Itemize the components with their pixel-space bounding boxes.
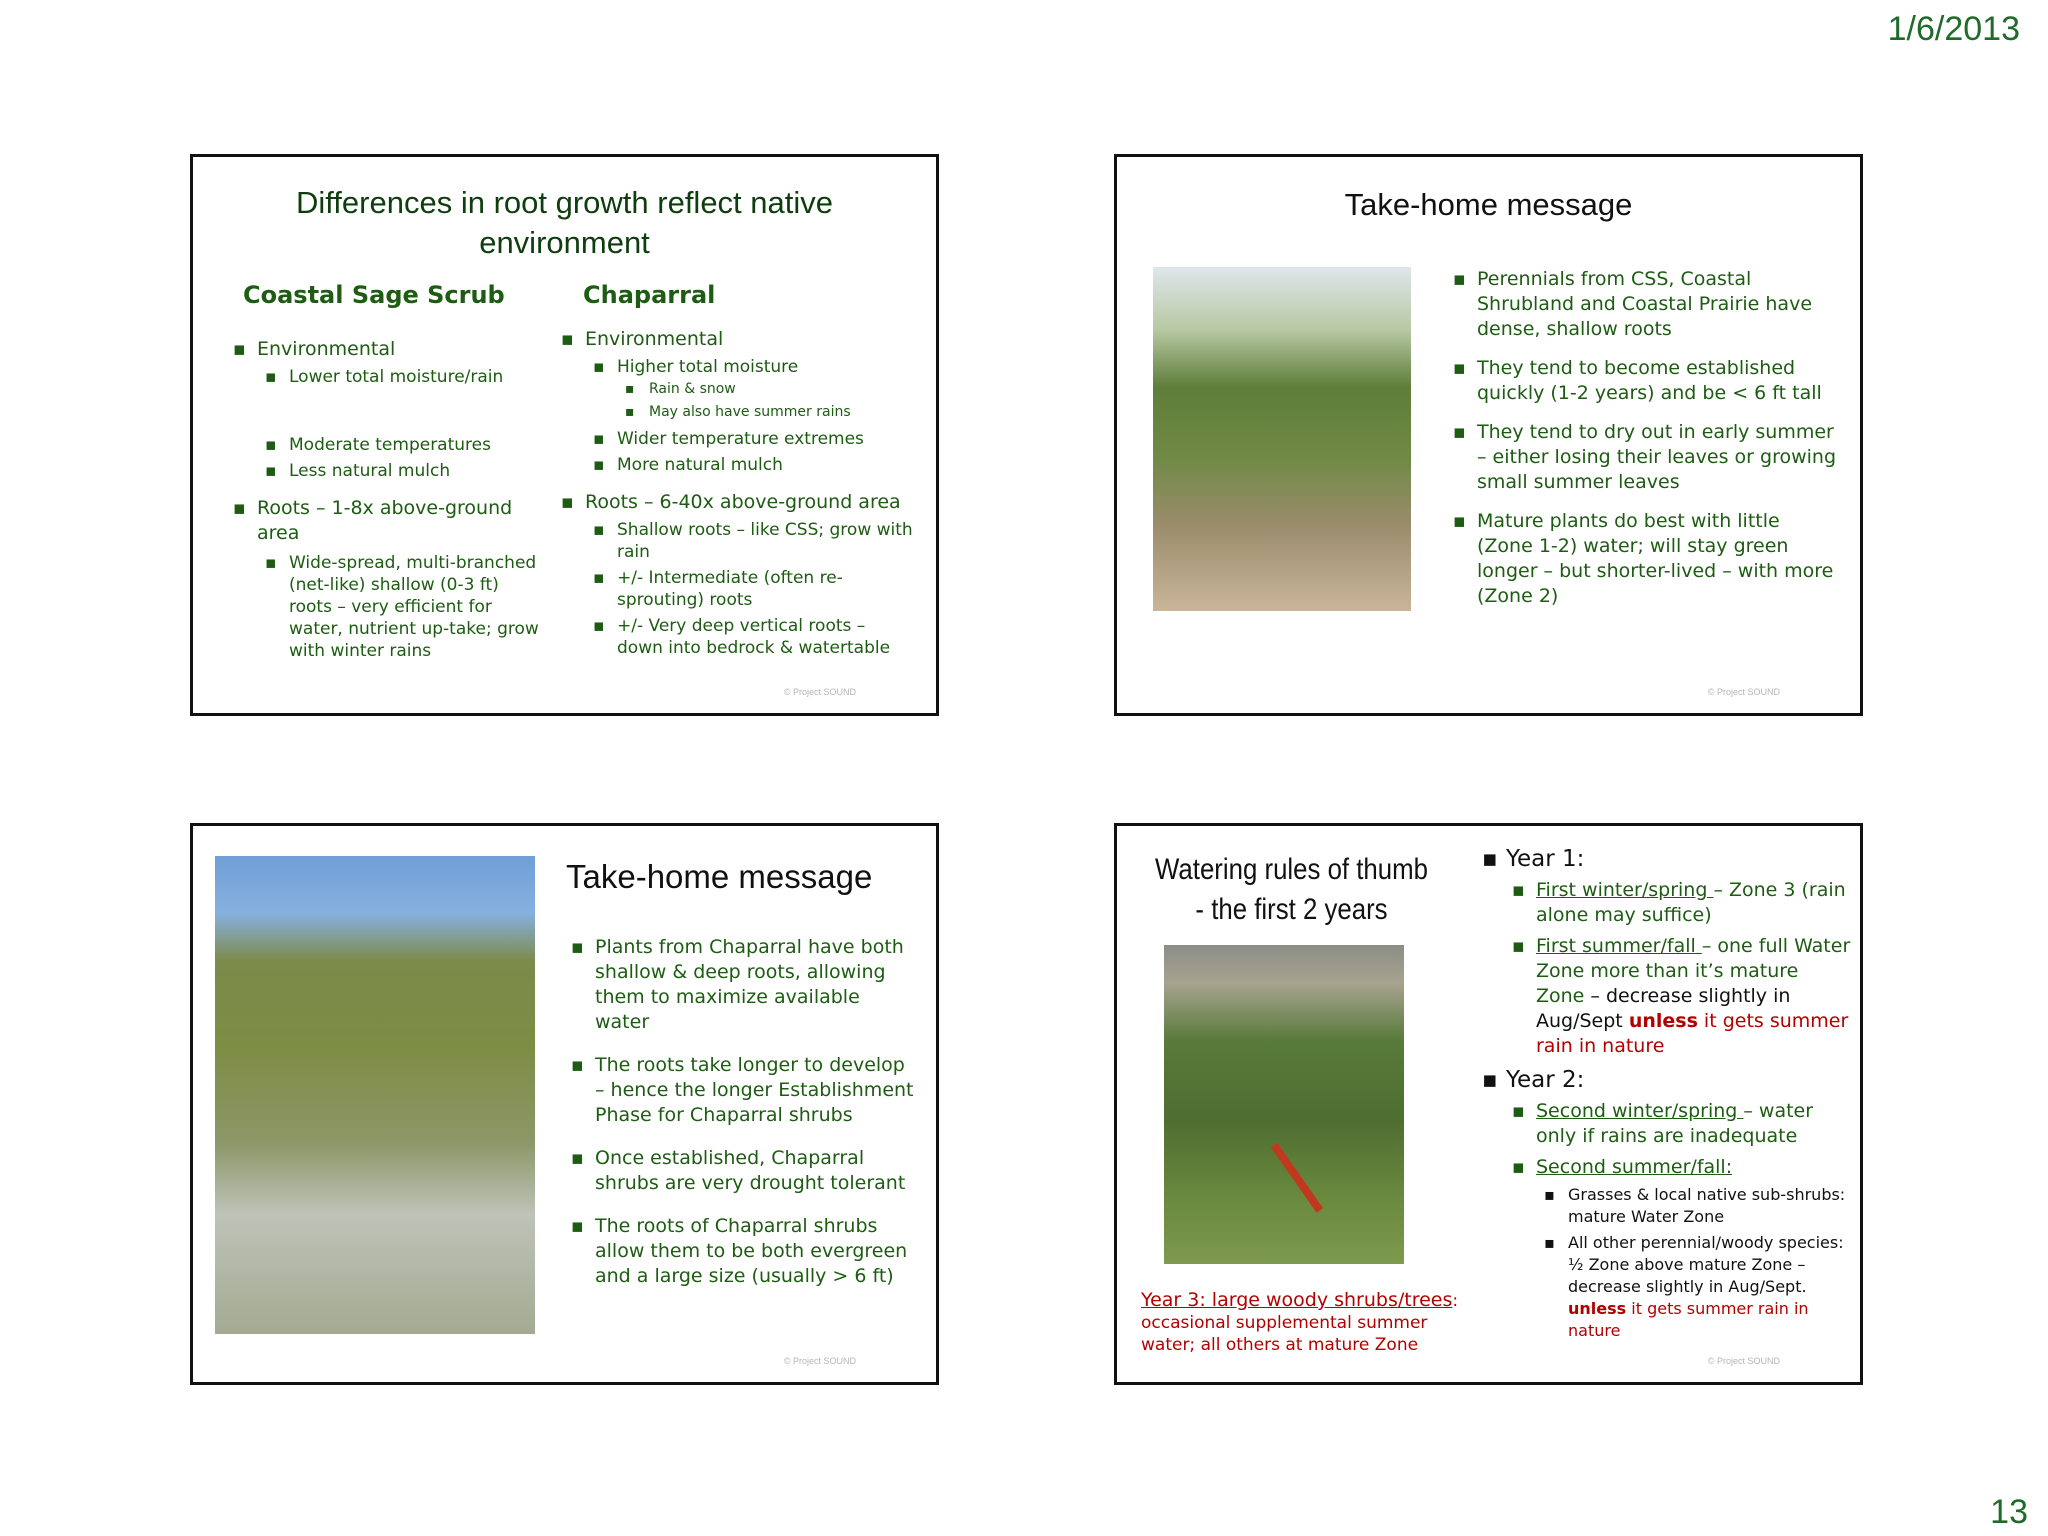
slide-watering-rules bbox=[1114, 823, 1863, 1385]
year2-item bbox=[1506, 1067, 1852, 1342]
year1-heading: Year 1: bbox=[1506, 846, 1585, 872]
list-item: ▪ They tend to dry out in early summer – either losing their leaves or growing small summer leaves bbox=[1477, 420, 1837, 495]
slide-title: Take-home message bbox=[566, 858, 873, 895]
bullet-text: Second summer/fall: bbox=[1536, 1156, 1733, 1178]
bullet-text: – water only if rains are inadequate bbox=[1536, 1100, 1814, 1147]
coastal-sage-column bbox=[257, 337, 547, 662]
bullet-text: – one full Water Zone more than it’s mature Zone bbox=[1536, 935, 1851, 1007]
garden-hose-photo bbox=[1164, 945, 1404, 1264]
list-item bbox=[1536, 1155, 1852, 1342]
slide-footer: © Project SOUND bbox=[783, 687, 856, 697]
list-item bbox=[1536, 934, 1852, 1059]
slide-take-home-chaparral bbox=[190, 823, 939, 1385]
page-number: 13 bbox=[1990, 1493, 2028, 1531]
list-item: ▪ Rain & snow bbox=[649, 378, 915, 401]
list-item: ▪ Wider temperature extremes bbox=[617, 428, 915, 450]
list-item: ▪ +/- Very deep vertical roots – down into bedrock & watertable bbox=[617, 615, 915, 659]
bullet-text: Higher total moisture bbox=[617, 357, 799, 377]
chaparral-hillside-photo bbox=[215, 856, 535, 1334]
list-item: ▪ The roots of Chaparral shrubs allow them to be both evergreen and a large size (usually > 6 ft) bbox=[595, 1214, 915, 1289]
emphasis-text: unless bbox=[1568, 1299, 1627, 1318]
bullet-text: All other perennial/woody species: ½ Zone above mature Zone – decrease slightly in Aug/Sept. bbox=[1568, 1233, 1844, 1296]
list-item: ▪ Mature plants do best with little (Zone 1-2) water; will stay green longer – but shorter-lived – with more (Zone 2) bbox=[1477, 509, 1837, 609]
year1-item bbox=[1506, 846, 1852, 1059]
shrub-photo bbox=[1153, 267, 1411, 611]
bullet-list bbox=[595, 935, 915, 1307]
bullet-text: it gets summer rain in nature bbox=[1536, 1010, 1849, 1057]
list-item: ▪ More natural mulch bbox=[617, 454, 915, 476]
page-date: 1/6/2013 bbox=[1887, 10, 2020, 48]
heading-chaparral: Chaparral bbox=[583, 281, 716, 309]
slide-footer: © Project SOUND bbox=[1707, 687, 1780, 697]
slide-title: Watering rules of thumb - the first 2 years bbox=[1155, 853, 1428, 926]
list-item bbox=[585, 490, 915, 659]
bullet-text: Roots – 6-40x above-ground area bbox=[585, 491, 901, 513]
list-item: ▪ Moderate temperatures bbox=[289, 434, 547, 456]
list-item: ▪ Perennials from CSS, Coastal Shrubland and Coastal Prairie have dense, shallow roots bbox=[1477, 267, 1837, 342]
heading-coastal-sage-scrub: Coastal Sage Scrub bbox=[243, 281, 505, 309]
list-item: ▪ Grasses & local native sub-shrubs: mature Water Zone bbox=[1568, 1184, 1852, 1228]
watering-schedule bbox=[1482, 846, 1852, 1342]
list-item bbox=[257, 496, 547, 662]
year3-text: : occasional supplemental summer water; all others at mature Zone bbox=[1141, 1291, 1459, 1355]
list-item: ▪ Once established, Chaparral shrubs are very drought tolerant bbox=[595, 1146, 915, 1196]
list-item: ▪ +/- Intermediate (often re-sprouting) roots bbox=[617, 567, 915, 611]
year2-heading: Year 2: bbox=[1506, 1067, 1585, 1093]
bullet-text: First summer/fall bbox=[1536, 935, 1702, 957]
slide-footer: © Project SOUND bbox=[1707, 1356, 1780, 1366]
list-item bbox=[1568, 1232, 1852, 1342]
slide-footer: © Project SOUND bbox=[783, 1356, 856, 1366]
list-item: ▪ Less natural mulch bbox=[289, 460, 547, 482]
slide-take-home-css bbox=[1114, 154, 1863, 716]
bullet-text: Roots – 1-8x above-ground area bbox=[257, 497, 513, 544]
list-item bbox=[1536, 878, 1852, 928]
year3-heading: Year 3: large woody shrubs/trees bbox=[1141, 1289, 1453, 1311]
bullet-text: Environmental bbox=[257, 338, 396, 360]
chaparral-column bbox=[585, 327, 915, 659]
bullet-text: Environmental bbox=[585, 328, 724, 350]
list-item bbox=[617, 356, 915, 424]
year3-note bbox=[1141, 1289, 1481, 1356]
bullet-text: Second winter/spring bbox=[1536, 1100, 1744, 1122]
list-item: ▪ Lower total moisture/rain bbox=[289, 366, 547, 388]
list-item: ▪ Shallow roots – like CSS; grow with rain bbox=[617, 519, 915, 563]
bullet-text: First winter/spring bbox=[1536, 879, 1714, 901]
bullet-text: – decrease slightly in Aug/Sept bbox=[1536, 985, 1791, 1032]
list-item: ▪ Wide-spread, multi-branched (net-like) shallow (0-3 ft) roots – very efficient for water, nutrient up-take; grow with winter rains bbox=[289, 552, 547, 662]
list-item bbox=[257, 337, 547, 482]
slide-title: Take-home message bbox=[1344, 187, 1633, 222]
bullet-text: – Zone 3 (rain alone may suffice) bbox=[1536, 879, 1846, 926]
list-item bbox=[585, 327, 915, 476]
list-item bbox=[1536, 1099, 1852, 1149]
slide-root-growth bbox=[190, 154, 939, 716]
list-item: ▪ The roots take longer to develop – hence the longer Establishment Phase for Chaparral shrubs bbox=[595, 1053, 915, 1128]
slide-title: Differences in root growth reflect native environment bbox=[295, 185, 834, 260]
list-item: ▪ They tend to become established quickly (1-2 years) and be < 6 ft tall bbox=[1477, 356, 1837, 406]
emphasis-text: unless bbox=[1628, 1010, 1698, 1032]
list-item: ▪ May also have summer rains bbox=[649, 401, 915, 424]
list-item: ▪ Plants from Chaparral have both shallow & deep roots, allowing them to maximize available water bbox=[595, 935, 915, 1035]
bullet-text: it gets summer rain in nature bbox=[1568, 1299, 1809, 1340]
bullet-list bbox=[1477, 267, 1837, 623]
